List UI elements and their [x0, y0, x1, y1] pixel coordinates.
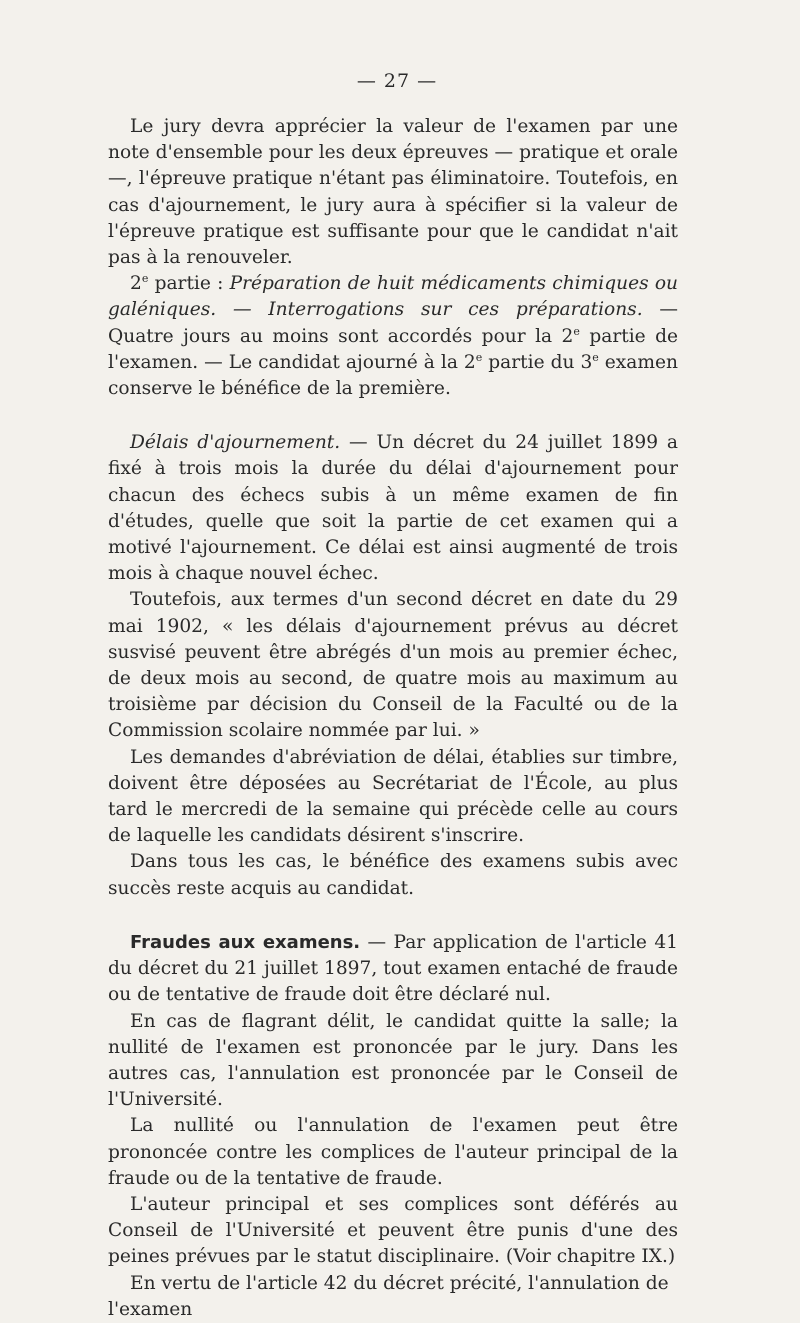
superscript: e: [573, 324, 580, 338]
superscript: e: [141, 272, 149, 286]
text-fragment: partie du 3: [482, 351, 593, 373]
superscript: e: [592, 350, 599, 364]
paragraph-fraudes-4: L'auteur principal et ses complices sont déférés au Conseil de l'Université et peuvent être punis d'une des peines prévues par le statut disciplinaire. (Voir chapitre IX.): [108, 1193, 678, 1268]
section-gap: [108, 902, 678, 930]
paragraph-jury-text: Le jury devra apprécier la valeur de l'examen par une note d'ensemble pour les deux épreuves — pratique et orale —, l'épreuve pratique n'étant pas éliminatoire. Toutefois, en cas d'ajournement, le jury aura à spécifier si la valeur de l'épreuve pratique est suffisante pour que le candidat n'ait pas à la renouveler.: [108, 116, 678, 269]
section-gap: [108, 402, 678, 430]
section-title-fraudes: Fraudes aux examens.: [130, 931, 361, 953]
paragraph-delais-1: [108, 430, 678, 587]
text-fragment: 2: [130, 273, 142, 295]
paragraph-fraudes-1: [108, 930, 678, 1009]
paragraph-delais-2: Toutefois, aux termes d'un second décret en date du 29 mai 1902, « les délais d'ajournement prévus au décret susvisé peuvent être abrégés d'un mois au premier échec, de deux mois au second, de quatre mois au maximum au troisième par décision du Conseil de la Faculté ou de la Commission scolaire nommée par lui. »: [108, 589, 678, 742]
section-title-delais: Délais d'ajournement.: [130, 432, 341, 454]
text-fragment: examen conserve le bénéfice de la première.: [108, 351, 678, 400]
text-fragment: partie :: [148, 273, 230, 295]
emphasis-preparation: Préparation de huit médicaments chimiques ou galéniques. — Interrogations sur ces préparations.: [108, 273, 678, 321]
paragraph-fraudes-5: En vertu de l'article 42 du décret précité, l'annulation de l'examen: [108, 1272, 669, 1320]
superscript: e: [475, 350, 483, 364]
paragraph-fraudes-1-text: — Par application de l'article 41 du décret du 21 juillet 1897, tout examen entaché de fraude ou de tentative de fraude doit être déclaré nul.: [108, 931, 678, 1006]
paragraph-deuxieme-partie: [108, 271, 678, 402]
text-fragment: — Quatre jours au moins sont accordés pour la 2: [108, 299, 678, 347]
paragraph-fraudes-2: En cas de flagrant délit, le candidat quitte la salle; la nullité de l'examen est prononcée par le jury. Dans les autres cas, l'annulation est prononcée par le Conseil de l'Université.: [108, 1010, 678, 1111]
page-number: — 27 —: [356, 70, 438, 92]
paragraph-delais-3: Les demandes d'abréviation de délai, établies sur timbre, doivent être déposées au Secrétariat de l'École, au plus tard le mercredi de la semaine qui précède celle au cours de laquelle les candidats désirent s'inscrire.: [108, 746, 678, 847]
paragraph-jury: [108, 114, 678, 271]
text-fragment: partie de l'examen. — Le candidat ajourné à la 2: [108, 325, 678, 373]
paragraph-delais-1-text: — Un décret du 24 juillet 1899 a fixé à trois mois la durée du délai d'ajournement pour chacun des échecs subis à un même examen de fin d'études, quelle que soit la partie de cet examen qui a motivé l'ajournement. Ce délai est ainsi augmenté de trois mois à chaque nouvel échec.: [108, 432, 678, 585]
paragraph-delais-4: Dans tous les cas, le bénéfice des examens subis avec succès reste acquis au candidat.: [108, 851, 678, 899]
paragraph-fraudes-3: La nullité ou l'annulation de l'examen peut être prononcée contre les complices de l'auteur principal de la fraude ou de la tentative de fraude.: [108, 1115, 678, 1189]
